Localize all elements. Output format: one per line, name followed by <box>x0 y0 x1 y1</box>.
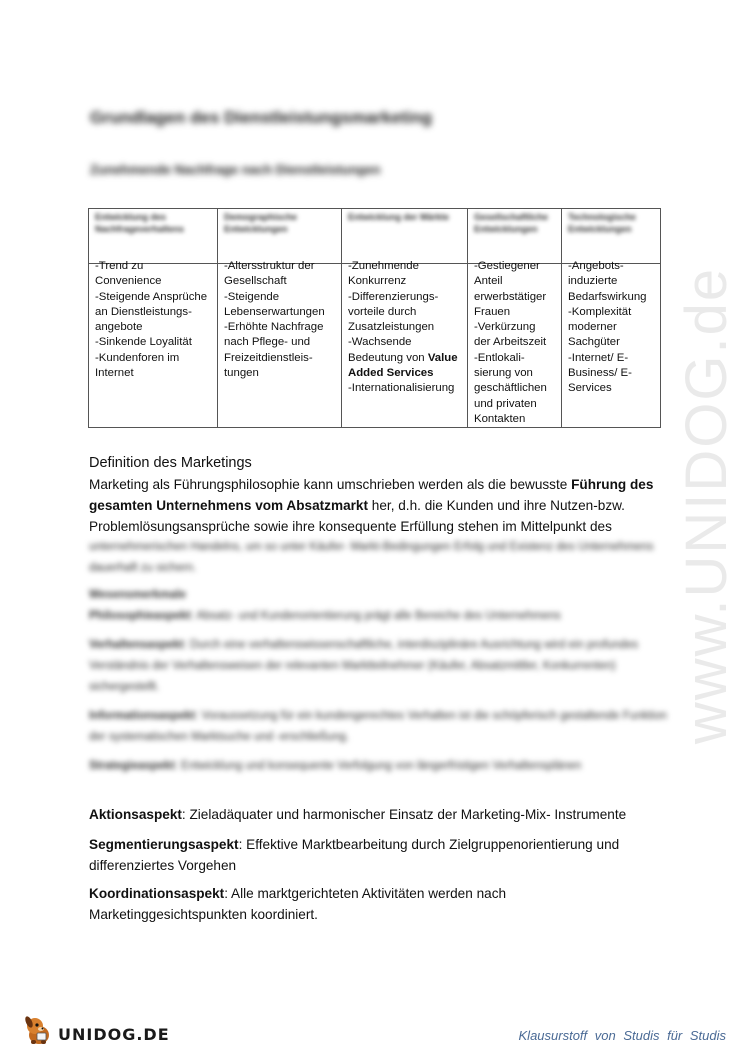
table-cell-line: Konkurrenz <box>348 275 407 288</box>
document-title: Grundlagen des Dienstleistungsmarketing <box>90 108 432 127</box>
table-cell-line: geschäftlichen <box>474 382 547 395</box>
dog-mascot-icon <box>22 1013 56 1047</box>
table-header-cell: Entwicklung der Märkte <box>342 209 468 264</box>
unidog-logo <box>22 1012 170 1048</box>
table-cell-line: Convenience <box>95 275 162 288</box>
table-cell-line: Business/ E- <box>568 367 632 380</box>
table-cell <box>562 260 661 428</box>
wesensmerkmal-item: Philosophieaspekt: Absatz- und Kundenorientierung prägt alle Bereiche des Unternehmens <box>89 610 561 622</box>
table-cell-line: -Komplexität <box>568 305 632 318</box>
table-cell-line: -Steigende <box>224 290 280 303</box>
wesensmerkmale-heading: Wesensmerkmale <box>89 589 186 601</box>
table-cell-line: -Sinkende Loyalität <box>95 336 192 349</box>
table-cell-line: induzierte <box>568 275 618 288</box>
table-cell-line: -Altersstruktur der <box>224 260 315 272</box>
table-cell-line: -Trend zu <box>95 260 144 272</box>
table-cell-line: -Verkürzung <box>474 321 536 334</box>
table-cell-line: moderner <box>568 321 617 334</box>
table-cell-line: Bedarfswirkung <box>568 290 647 303</box>
definition-text-part: Marketing als Führungsphilosophie kann umschrieben werden als die bewusste <box>89 477 572 492</box>
table-cell-line: Zusatzleistungen <box>348 321 435 334</box>
logo-text: UNIDOG.DE <box>58 1024 170 1044</box>
table-header-cell: Technologische Entwicklungen <box>562 209 661 264</box>
definition-text <box>89 474 669 537</box>
table-cell-line: -Zunehmende <box>348 260 419 272</box>
table-cell <box>342 260 468 428</box>
wesensmerkmale-section <box>89 585 669 785</box>
document-subtitle: Zunehmende Nachfrage nach Dienstleistungen <box>90 162 381 177</box>
table-cell-line: nach Pflege- und <box>224 336 311 349</box>
table-cell-line: erwerbstätiger <box>474 290 547 303</box>
table-cell <box>89 260 218 428</box>
table-cell-line: Bedeutung von Value <box>348 351 458 364</box>
table-cell-line: -Internet/ E- <box>568 351 629 364</box>
table-cell-line: an Dienstleistungs- <box>95 305 192 318</box>
aspect-aktion: Aktionsaspekt: Zieladäquater und harmonischer Einsatz der Marketing-Mix- Instrumente <box>89 807 627 822</box>
wesensmerkmal-item: Strategieaspekt: Entwicklung und konsequente Verfolgung von längerfristigen Verhaltensplänen <box>89 760 582 772</box>
wesensmerkmal-item: Informationsaspekt: Voraussetzung für ein kundengerechtes Verhalten ist die schöpferisch gestaltende Funktion der systematischen Marktsuche und -erschließung. <box>89 710 667 743</box>
trends-table-wrapper <box>88 208 660 428</box>
table-cell-line: Sachgüter <box>568 336 620 349</box>
table-cell-line: sierung von <box>474 367 533 380</box>
table-cell-line: -Gestiegener <box>474 260 540 272</box>
aspect-segmentierung: Segmentierungsaspekt: Effektive Marktbearbeitung durch Zielgruppenorientierung und differenziertes Vorgehen <box>89 837 620 873</box>
table-cell-line: Internet <box>95 367 134 380</box>
table-cell-line: -Erhöhte Nachfrage <box>224 321 324 334</box>
table-cell-line: vorteile durch <box>348 305 417 318</box>
definition-text-bold: Führung des gesamten Unternehmens vom Absatzmarkt <box>89 477 654 513</box>
table-cell-line: -Steigende Ansprüche <box>95 290 208 303</box>
watermark: www.UNIDOG.de <box>674 266 740 744</box>
definition-text-blurred: unternehmerischen Handelns, um so unter Käufer- Markt-Bedingungen Erfolg und Existenz des Unternehmens dauerhaft zu sichern. <box>89 541 654 574</box>
table-cell-line: -Differenzierungs- <box>348 290 439 303</box>
table-cell-line: Lebenserwartungen <box>224 305 325 318</box>
table-row <box>89 264 661 428</box>
table-header-cell: Gesellschaftliche Entwicklungen <box>468 209 562 264</box>
footer-tagline: Klausurstoff von Studis für Studis <box>518 1028 726 1043</box>
table-cell-line: angebote <box>95 321 143 334</box>
table-cell-line: Gesellschaft <box>224 275 287 288</box>
table-header-cell: Entwicklung des Nachfrageverhaltens <box>89 209 218 264</box>
aspect-koordination: Koordinationsaspekt: Alle marktgerichteten Aktivitäten werden nach Marketinggesichtspunkten koordiniert. <box>89 886 507 922</box>
table-cell-line: Frauen <box>474 305 511 318</box>
table-cell-line: Added Services <box>348 367 434 380</box>
table-cell-line: -Internationalisierung <box>348 382 455 395</box>
table-cell-line: -Kundenforen im <box>95 351 180 364</box>
table-cell-line: tungen <box>224 367 259 380</box>
definition-heading: Definition des Marketings <box>89 455 252 471</box>
table-cell <box>468 260 562 428</box>
table-cell-line: der Arbeitszeit <box>474 336 547 349</box>
table-cell-line: Services <box>568 382 612 395</box>
trends-table <box>88 208 661 428</box>
table-cell-line: -Angebots- <box>568 260 624 272</box>
table-cell-line: und privaten <box>474 397 537 410</box>
table-cell <box>218 260 342 428</box>
table-cell-line: -Entlokali- <box>474 351 525 364</box>
table-cell-line: -Wachsende <box>348 336 412 349</box>
definition-text-part: her, d.h. die Kunden und ihre Nutzen-bzw. Problemlösungsansprüche sowie ihre konsequente Erfüllung stehen im Mittelpunkt des <box>89 498 625 534</box>
table-cell-line: Anteil <box>474 275 503 288</box>
table-cell-line: Kontakten <box>474 412 526 425</box>
table-header-row <box>89 209 661 264</box>
table-cell-line: Freizeitdienstleis- <box>224 351 313 364</box>
wesensmerkmal-item: Verhaltensaspekt: Durch eine verhaltenswissenschaftliche, interdisziplinäre Ausrichtung wird ein profundes Verständnis der Verhaltensweisen der relevanten Marktteilnehmer (Käufer, Absatzmittler, Konkurrenten) sichergestellt. <box>89 639 639 693</box>
table-header-cell: Demographische Entwicklungen <box>218 209 342 264</box>
